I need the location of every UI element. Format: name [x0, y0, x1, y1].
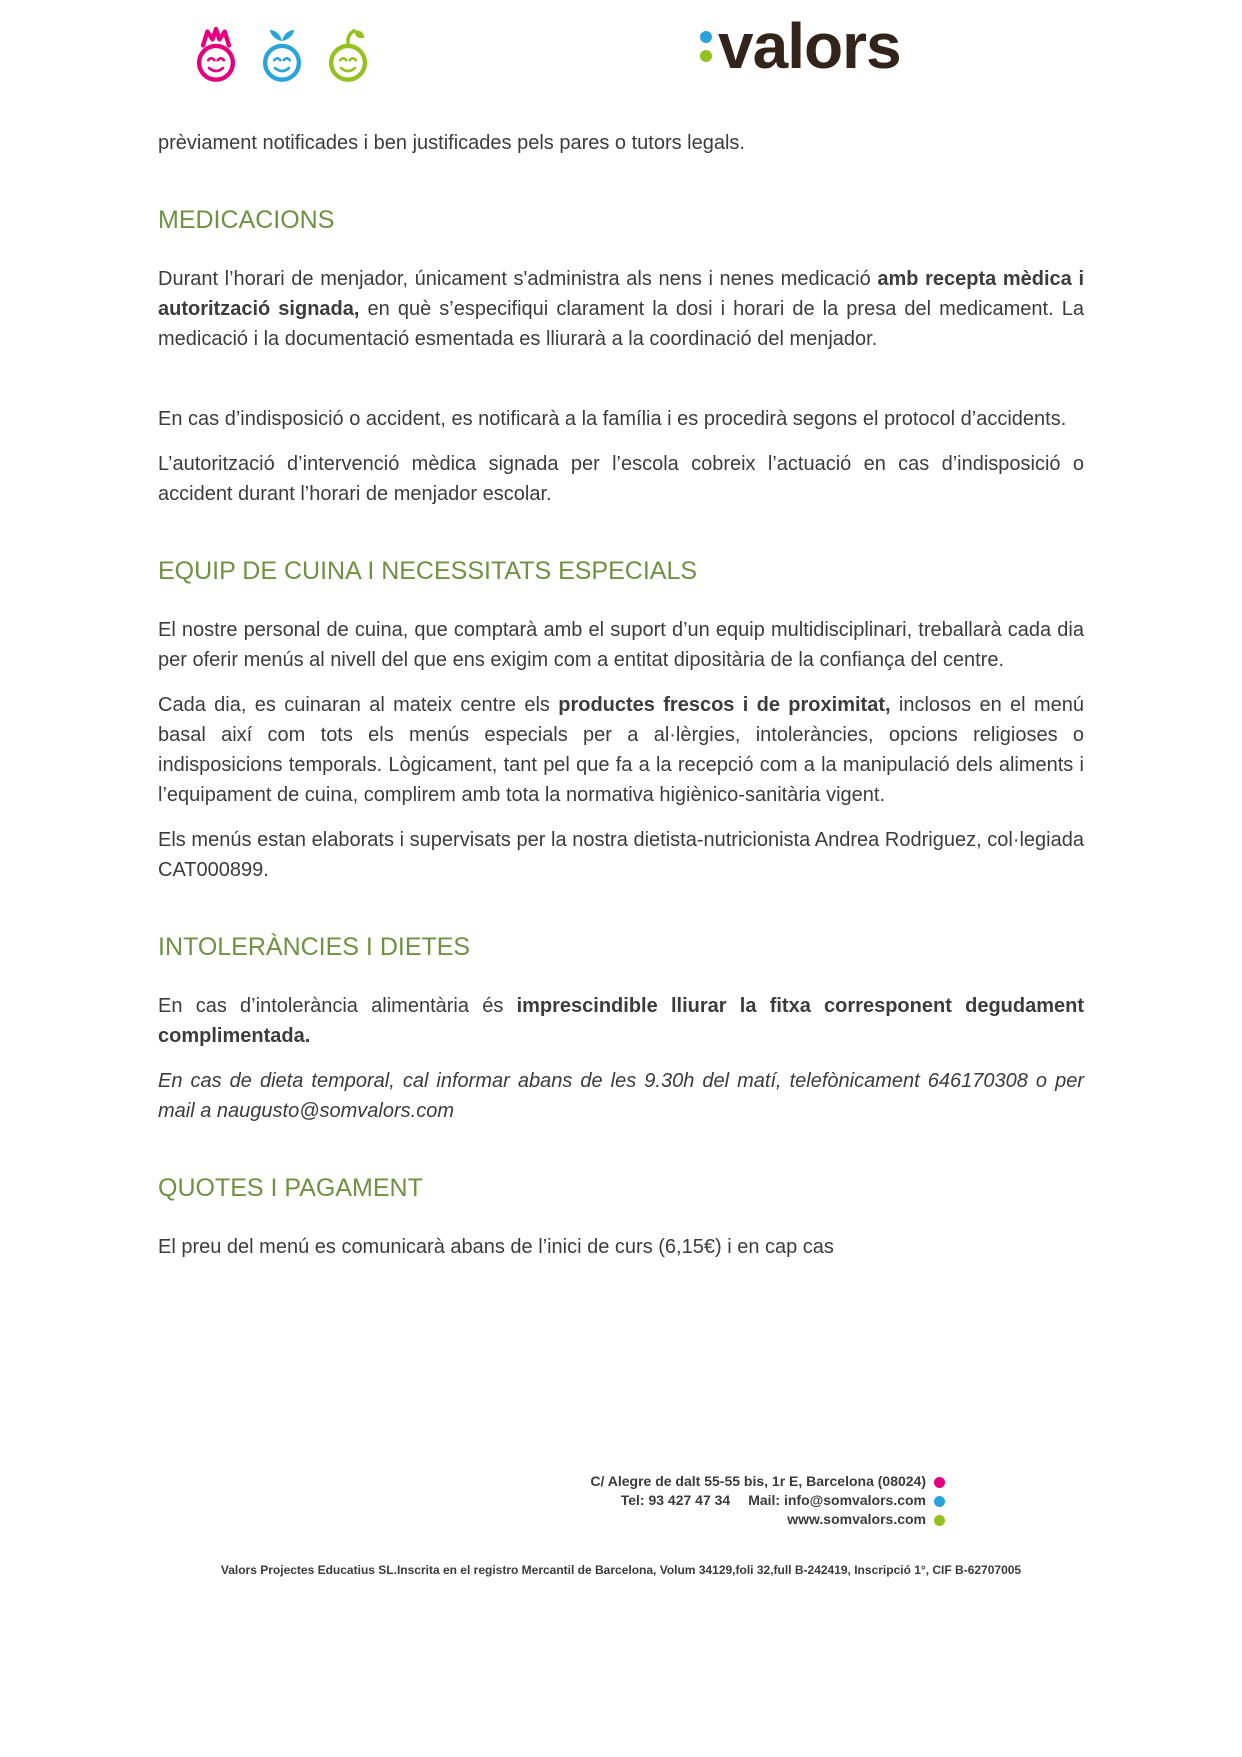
section-heading-intolerancies: INTOLERÀNCIES I DIETES: [158, 933, 471, 961]
blue-dot-icon: [934, 1496, 945, 1507]
footer-legal: Valors Projectes Educatius SL.Inscrita en el registro Mercantil de Barcelona, Volum 34129,foli 32,full B-242419, Inscripció 1°, CIF B-62707005: [220, 1563, 1022, 1577]
text-run: Cada dia, es cuinaran al mateix centre els: [158, 694, 559, 716]
section-heading-quotes: QUOTES I PAGAMENT: [158, 1174, 423, 1202]
footer-address: C/ Alegre de dalt 55-55 bis, 1r E, Barcelona (08024): [590, 1473, 926, 1489]
footer-mail-label: Mail:: [748, 1492, 781, 1508]
text-run: inclosos en el menú basal així com tots els menús especials per a al·lèrgies, intoleràncies, opcions religioses o indisposicions temporals. Lògicament, tant pel que fa a la recepció com a la manipulació dels aliments i l’equipament de cuina, complirem amb tota la normativa higiènico-sanitària vigent.: [158, 694, 1084, 806]
logo-colon: [700, 31, 712, 78]
logo-colon-dot-bottom-icon: [700, 50, 712, 62]
footer-address-line: [0, 1472, 945, 1491]
text-run: En cas de dieta temporal, cal informar abans de les 9.30h del matí, telefònicament 646170308 o per mail a: [158, 1070, 1084, 1122]
pink-dot-icon: [934, 1477, 945, 1488]
paragraph-dieta-temporal: [158, 1066, 1084, 1126]
footer-email-link[interactable]: info@somvalors.com: [783, 1492, 926, 1508]
brand-name: valors: [718, 10, 901, 82]
bold-run: imprescindible lliurar la fitxa corresponent degudament complimentada.: [158, 995, 1084, 1047]
paragraph-intolerancies-1: [158, 991, 1084, 1051]
text-run: En cas d’intolerància alimentària és: [158, 995, 517, 1017]
email-link[interactable]: naugusto@somvalors.com: [216, 1100, 454, 1122]
apple-face-icon: [322, 26, 374, 84]
paragraph-medicacions-2: En cas d’indisposició o accident, es notificarà a la família i es procedirà segons el protocol d’accidents.: [158, 408, 1067, 430]
intro-paragraph: prèviament notificades i ben justificades pels pares o tutors legals.: [158, 132, 745, 154]
footer-tel-mail-line: [0, 1491, 945, 1510]
strawberry-face-icon: [190, 26, 242, 84]
footer-contact: [0, 1472, 945, 1529]
logo-colon-dot-top-icon: [700, 31, 712, 43]
bold-run: productes frescos i de proximitat,: [558, 694, 891, 716]
valors-logo: [700, 10, 901, 82]
section-heading-medicacions: MEDICACIONS: [158, 206, 335, 234]
text-run: Durant l’horari de menjador, únicament s'administra als nens i nenes medicació: [158, 268, 878, 290]
paragraph-equip-2: [158, 690, 1084, 810]
bold-run: amb recepta mèdica i autorització signada,: [158, 268, 1084, 320]
paragraph-medicacions-3: L’autorització d’intervenció mèdica signada per l’escola cobreix l’actuació en cas d’indisposició o accident durant l’horari de menjador escolar.: [158, 453, 1084, 505]
logo-icons: [190, 26, 374, 84]
text-run: en què s’especifiqui clarament la dosi i horari de la presa del medicament. La medicació i la documentació esmentada es lliurarà a la coordinació del menjador.: [158, 298, 1084, 350]
section-heading-equip-de-cuina: EQUIP DE CUINA I NECESSITATS ESPECIALS: [158, 557, 698, 585]
paragraph-equip-1: El nostre personal de cuina, que comptarà amb el suport d’un equip multidisciplinari, treballarà cada dia per oferir menús al nivell del que ens exigim com a entitat dipositària de la confiança del centre.: [158, 619, 1084, 671]
paragraph-medicacions-1: [158, 264, 1084, 354]
paragraph-equip-3: Els menús estan elaborats i supervisats per la nostra dietista-nutricionista Andrea Rodriguez, col·legiada CAT000899.: [158, 829, 1084, 881]
blueberry-face-icon: [256, 26, 308, 84]
footer-website-link[interactable]: www.somvalors.com: [787, 1511, 926, 1527]
paragraph-quotes-1: El preu del menú es comunicarà abans de l’inici de curs (6,15€) i en cap cas: [158, 1236, 834, 1258]
document-body: [158, 128, 1084, 1262]
footer-phone: Tel: 93 427 47 34: [620, 1492, 731, 1508]
footer-web-line: [0, 1510, 945, 1529]
green-dot-icon: [934, 1515, 945, 1526]
